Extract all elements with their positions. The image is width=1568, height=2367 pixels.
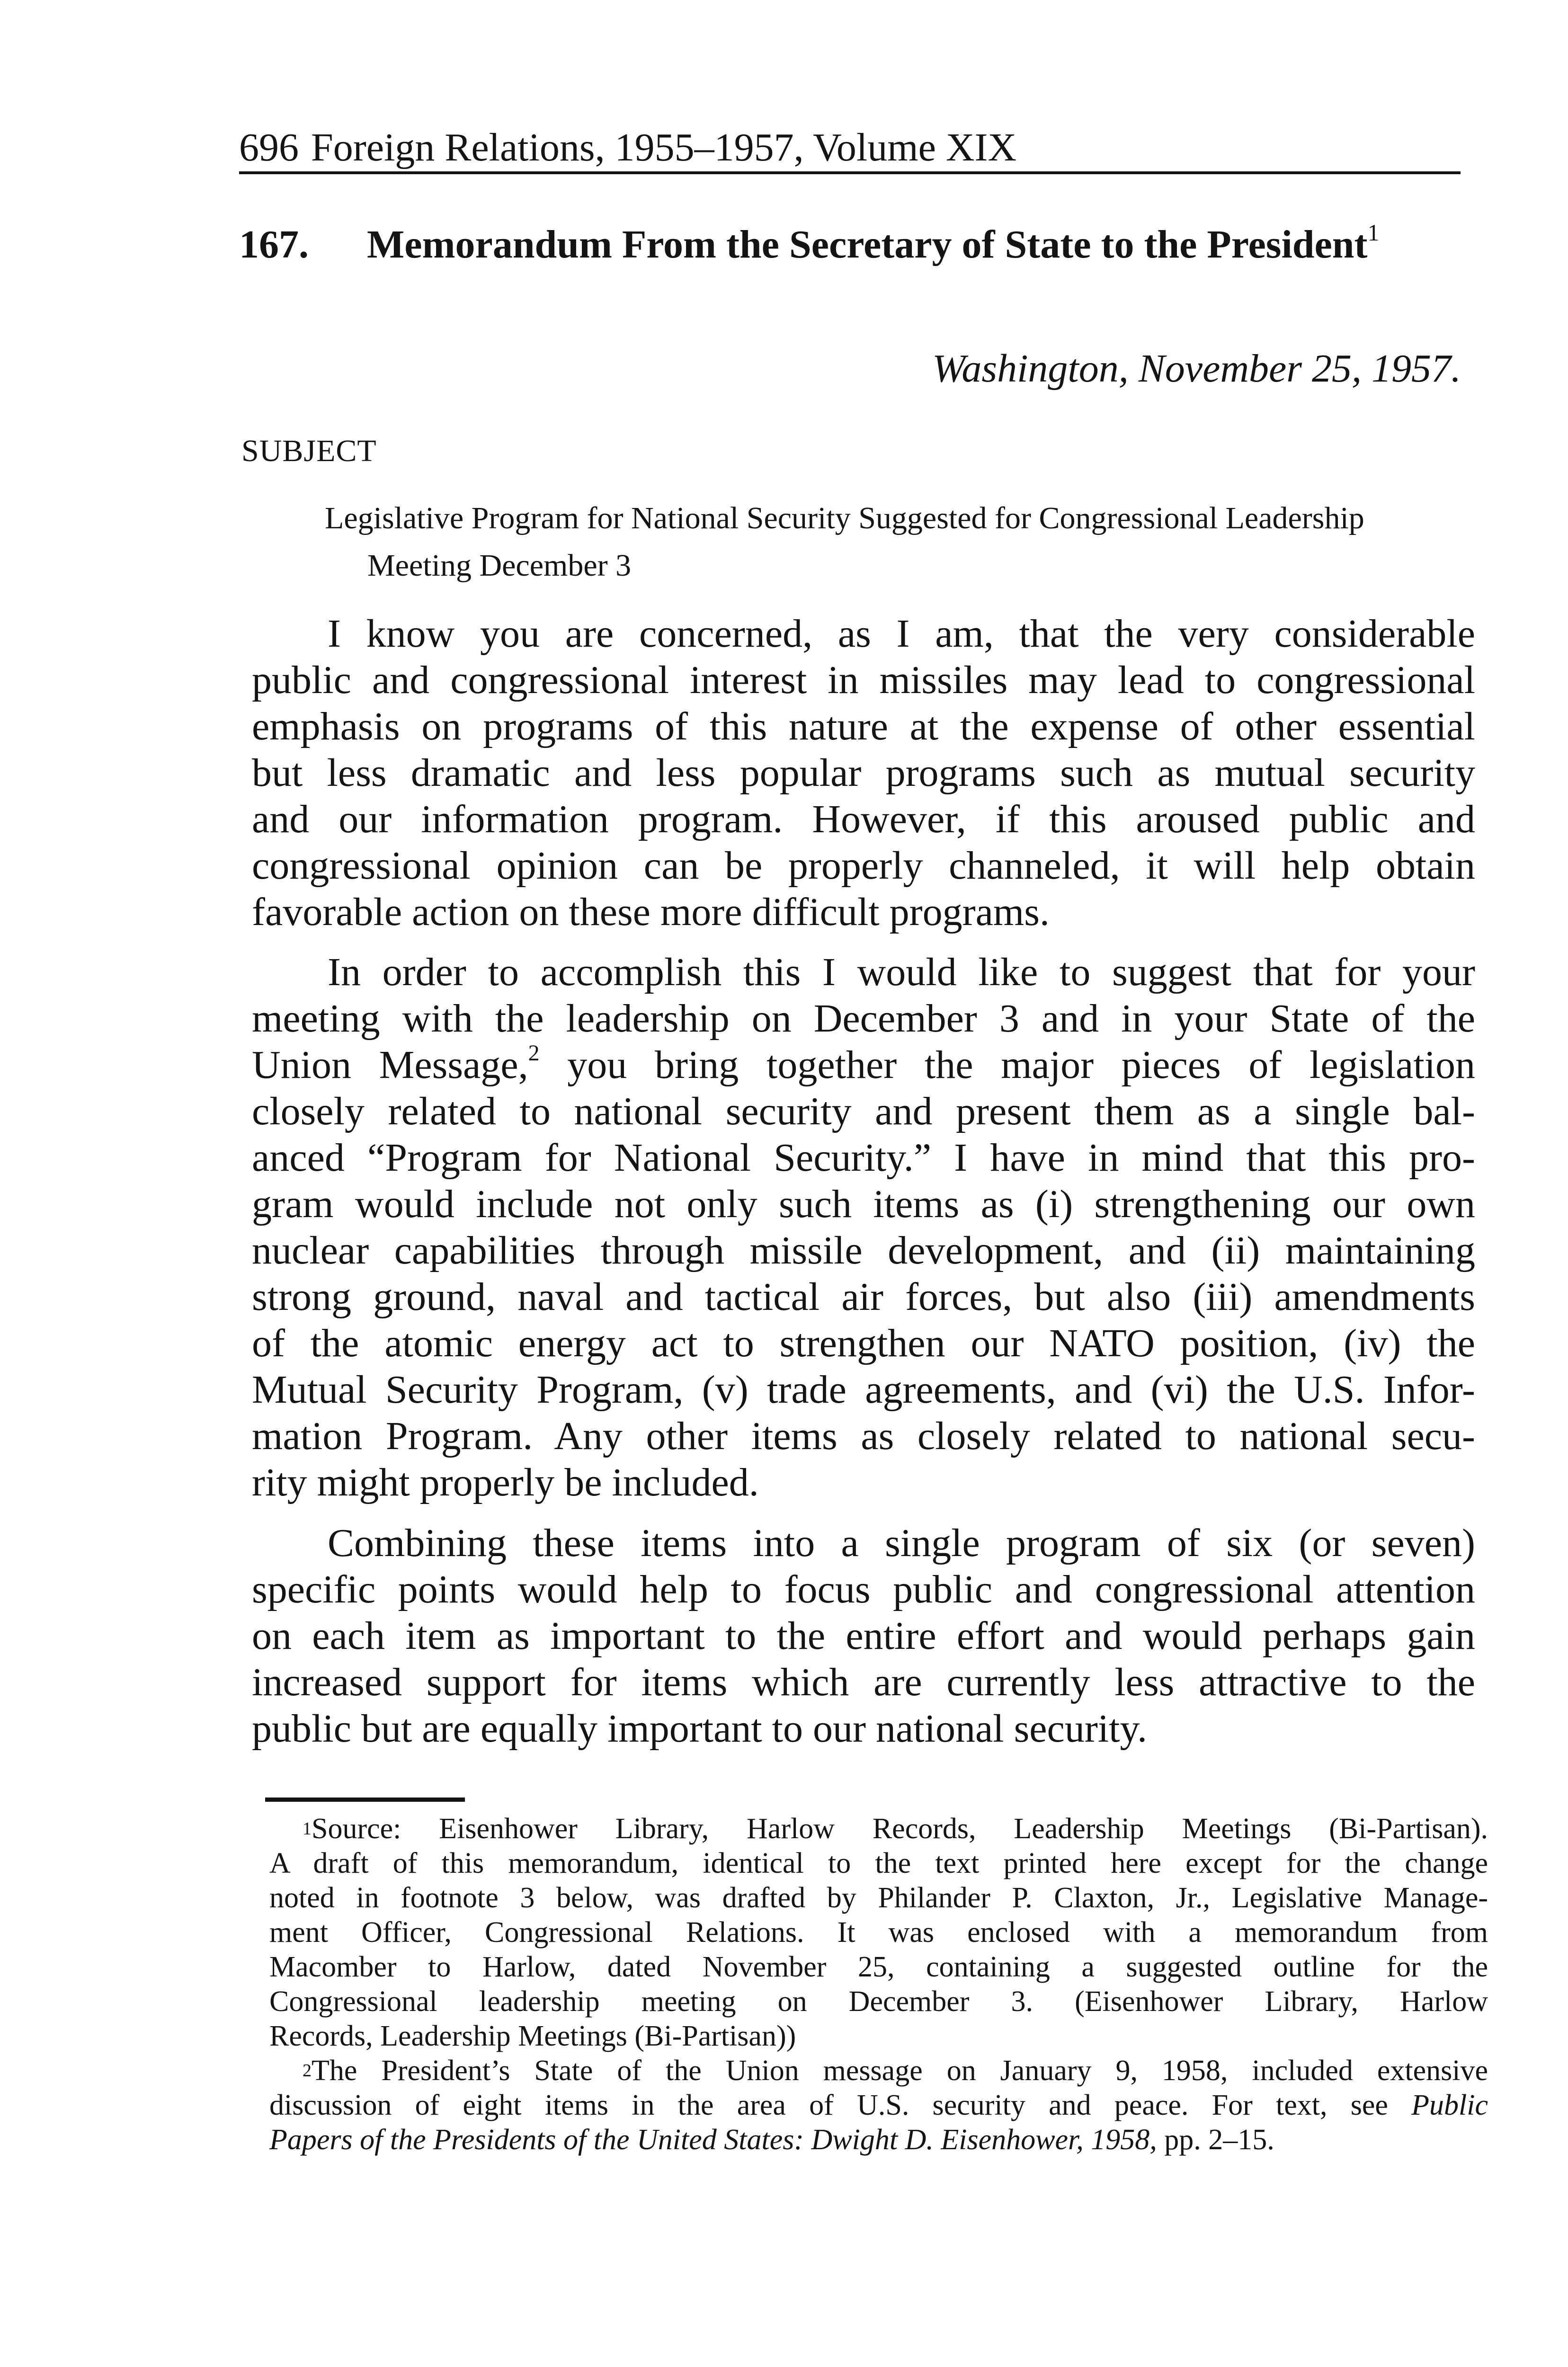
text-line (252, 1042, 1475, 1088)
text-line: public but are equally important to our national security. (252, 1707, 1148, 1751)
text-fragment: Union Message, (252, 1043, 528, 1087)
document-title (239, 219, 1380, 267)
page-number: 696 (239, 125, 299, 169)
footnote-line (269, 1812, 1488, 1846)
text-fragment: Source: Eisenhower Library, Harlow Records, Leadership Meetings (Bi-Partisan). (312, 1813, 1488, 1845)
footnote-ref: 1 (1367, 219, 1380, 246)
text-line: anced “Program for National Security.” I have in mind that this pro- (252, 1136, 1475, 1180)
subject-label: SUBJECT (241, 434, 377, 468)
document-number: 167. (239, 222, 309, 267)
footnote-line: Macomber to Harlow, dated November 25, containing a suggested outline for the (269, 1951, 1488, 1983)
text-line: but less dramatic and less popular programs such as mutual security (252, 751, 1475, 795)
running-head (239, 124, 1461, 174)
footnote-line: Congressional leadership meeting on December 3. (Eisenhower Library, Harlow (269, 1985, 1488, 2018)
text-line: closely related to national security and present them as a single bal- (252, 1089, 1475, 1133)
subject-line: Legislative Program for National Security Suggested for Congressional Leadership (325, 501, 1364, 535)
text-line: congressional opinion can be properly channeled, it will help obtain (252, 844, 1475, 888)
footnote-line: Records, Leadership Meetings (Bi-Partisan)) (269, 2020, 796, 2052)
text-fragment: you bring together the major pieces of legislation (539, 1043, 1475, 1087)
footnote-line (269, 2123, 1488, 2157)
text-line: Combining these items into a single program of six (or seven) (328, 1521, 1475, 1565)
footnote-line: noted in footnote 3 below, was drafted by Philander P. Claxton, Jr., Legislative Manage- (269, 1882, 1488, 1914)
text-line: I know you are concerned, as I am, that the very considerable (328, 612, 1475, 656)
footnote-divider (265, 1797, 465, 1802)
footnote-line: ment Officer, Congressional Relations. It was enclosed with a memorandum from (269, 1916, 1488, 1949)
paragraph-1 (252, 611, 1475, 935)
text-fragment: The President’s State of the Union message on January 9, 1958, included extensive (312, 2055, 1488, 2087)
text-line: In order to accomplish this I would like to suggest that for your (328, 950, 1475, 994)
volume-title: Foreign Relations, 1955–1957, Volume XIX (311, 125, 1017, 169)
text-line: increased support for items which are currently less attractive to the (252, 1660, 1475, 1704)
footnote-mark: 1 (303, 1819, 312, 1839)
citation-title: Public (1411, 2089, 1488, 2121)
text-line: strong ground, naval and tactical air forces, but also (iii) amendments (252, 1275, 1475, 1319)
text-fragment: pp. 2–15. (1157, 2124, 1274, 2156)
document-title-text: Memorandum From the Secretary of State to the President (367, 222, 1368, 267)
text-line: emphasis on programs of this nature at the expense of other essential (252, 704, 1475, 748)
text-line: public and congressional interest in missiles may lead to congressional (252, 658, 1475, 702)
footnote-line: A draft of this memorandum, identical to the text printed here except for the change (269, 1847, 1488, 1879)
text-line: on each item as important to the entire effort and would perhaps gain (252, 1614, 1475, 1658)
footnote-line (269, 2054, 1488, 2088)
citation-title: Papers of the Presidents of the United States: Dwight D. Eisenhower, 1958, (269, 2124, 1157, 2156)
text-fragment: discussion of eight items in the area of U.S. security and peace. For text, see (269, 2089, 1412, 2121)
footnote-mark: 2 (303, 2061, 312, 2081)
subject-line: Meeting December 3 (367, 548, 632, 583)
text-line: Mutual Security Program, (v) trade agreements, and (vi) the U.S. Infor- (252, 1368, 1475, 1412)
paragraph-3 (252, 1520, 1475, 1752)
footnote-line (269, 2088, 1488, 2123)
dateline: Washington, November 25, 1957. (932, 347, 1461, 391)
text-line: specific points would help to focus public and congressional attention (252, 1567, 1475, 1611)
text-line: nuclear capabilities through missile development, and (ii) maintaining (252, 1228, 1475, 1272)
text-line: and our information program. However, if this aroused public and (252, 797, 1475, 841)
footnote-ref: 2 (528, 1041, 540, 1066)
text-line: meeting with the leadership on December 3 and in your State of the (252, 997, 1475, 1041)
subject-text (325, 495, 1461, 589)
footnotes (269, 1812, 1488, 2157)
text-line: mation Program. Any other items as closely related to national secu- (252, 1414, 1475, 1458)
text-line: rity might properly be included. (252, 1460, 759, 1504)
text-line: gram would include not only such items as (i) strengthening our own (252, 1182, 1475, 1226)
paragraph-2 (252, 949, 1475, 1506)
text-line: of the atomic energy act to strengthen our NATO position, (iv) the (252, 1321, 1475, 1365)
text-line: favorable action on these more difficult programs. (252, 890, 1050, 934)
